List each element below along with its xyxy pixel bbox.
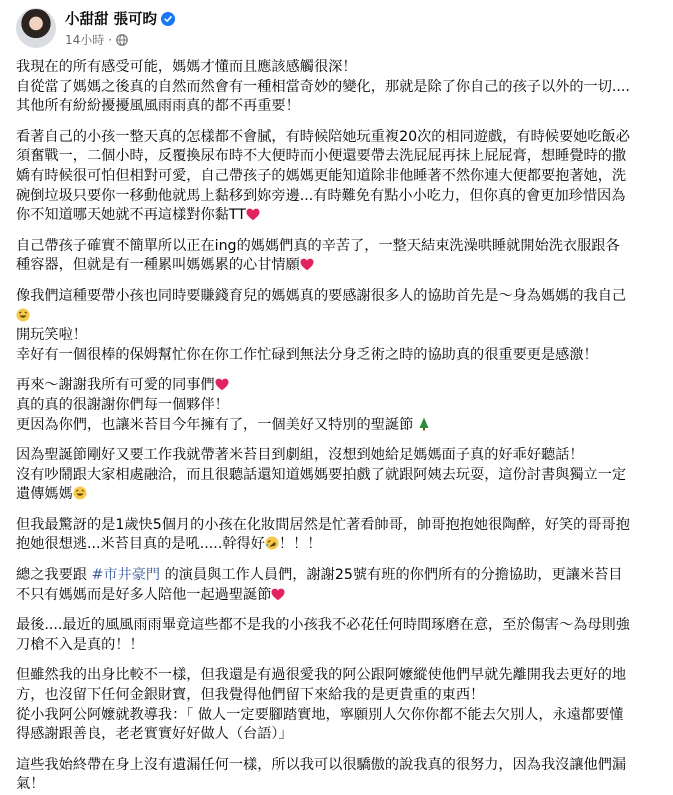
text-line: 這些我始終帶在身上沒有遺漏任何一樣，所以我可以很驕傲的說我真的很努力，因為我沒讓他們漏 <box>16 756 627 773</box>
red-heart-emoji <box>271 588 285 601</box>
red-heart-emoji <box>300 258 314 271</box>
text-segment: 種容器，但就是有一種累叫媽媽累的心甘情願 <box>16 257 300 274</box>
text-line: 嬌有時候很可怕但相對可愛，自己帶孩子的媽媽更能知道除非他睡著不然你連大便都要抱著她，洗 <box>16 167 627 184</box>
text-line-with-emoji <box>16 485 659 505</box>
hashtag-link[interactable]: #市井豪門 <box>91 567 161 584</box>
paragraph-1 <box>16 58 659 117</box>
post-timestamp[interactable]: 14小時 <box>65 33 105 47</box>
author-avatar[interactable] <box>16 8 56 48</box>
text-line: 但雖然我的出身比較不一樣，但我還是有過很愛我的阿公跟阿嬤縱使他們早就先離開我去更好的地 <box>16 667 627 684</box>
post-meta <box>65 8 175 48</box>
text-segment: 抱她很想逃...米苔目真的是吼.....幹得好 <box>16 536 265 553</box>
text-line: 從小我阿公阿嬤就教導我：「 做人一定要腳踏實地，寧願別人欠你你都不能去欠別人，永遠都要懂 <box>16 706 624 723</box>
paragraph-5 <box>16 376 659 435</box>
paragraph-8 <box>16 566 659 605</box>
text-segment: 遺傳媽媽 <box>16 486 73 503</box>
text-segment: 更因為你們，也讓米苔目今年擁有了，一個美好又特別的聖誕節 <box>16 416 414 433</box>
separator-dot: · <box>108 32 113 47</box>
rolling-laughing-emoji <box>265 536 279 550</box>
author-name[interactable]: 小甜甜 張可昀 <box>65 12 158 28</box>
globe-icon[interactable] <box>116 34 128 46</box>
red-heart-emoji <box>215 378 229 391</box>
laughing-emoji <box>16 308 30 322</box>
text-line-with-emoji <box>16 376 659 396</box>
text-segment: 你不知道哪天她就不再這樣對你黏TT <box>16 207 246 224</box>
paragraph-11 <box>16 756 659 795</box>
text-line: 碗倒垃圾只要你一移動他就馬上黏移到妳旁邊...有時難免有點小小吃力，但你真的會更加珍惜因為 <box>16 187 626 204</box>
text-line-with-hashtag <box>16 566 659 586</box>
text-line: 其他所有紛紛擾擾風風雨雨真的都不再重要！ <box>16 98 300 115</box>
text-line: 須奮戰一，二個小時，反覆換尿布時不大便時而小便還要帶去洗屁屁再抹上屁屁膏，想睡覺時的撒 <box>16 148 627 165</box>
text-segment: ！！！ <box>278 536 322 553</box>
text-line: 刀槍不入是真的！！ <box>16 636 144 653</box>
text-line: 看著自己的小孩一整天真的怎樣都不會膩，有時候陪她玩重複20次的相同遊戲，有時候要她吃飯必 <box>16 128 630 145</box>
paragraph-9 <box>16 616 659 655</box>
text-segment: 不只有媽媽而是好多人陪他一起過聖誕節 <box>16 586 272 603</box>
text-line-with-emoji <box>16 206 659 226</box>
paragraph-6 <box>16 446 659 505</box>
text-line-with-emoji <box>16 535 659 555</box>
red-heart-emoji <box>246 208 260 221</box>
text-line-with-emoji <box>16 256 659 276</box>
post-header <box>16 6 659 50</box>
paragraph-3 <box>16 237 659 276</box>
post-subline <box>65 31 175 48</box>
text-line: 沒有吵鬧跟大家相處融洽，而且很聽話還知道媽媽要拍戲了就跟阿姨去玩耍，這份討書與獨立一定 <box>16 466 627 483</box>
text-segment: 總之我要跟 <box>16 567 87 584</box>
text-line: 方，也沒留下任何金銀財寶，但我覺得他們留下來給我的是更貴重的東西！ <box>16 687 485 704</box>
text-line: 但我最驚訝的是1歲快5個月的小孩在化妝間居然是忙著看帥哥，帥哥抱抱她很陶醉，好笑的哥哥抱 <box>16 516 630 533</box>
text-line-with-emoji <box>16 416 659 436</box>
text-line-with-emoji <box>16 586 659 606</box>
text-line: 像我們這種要帶小孩也同時要賺錢育兒的媽媽真的要感謝很多人的協助首先是～身為媽媽的我自己 <box>16 287 627 304</box>
text-line: 真的真的很謝謝你們每一個夥伴！ <box>16 396 229 413</box>
text-line: 最後....最近的風風雨雨畢竟這些都不是我的小孩我不必花任何時間琢磨在意，至於傷害～為母則強 <box>16 617 630 634</box>
text-segment: 的演員與工作人員們，謝謝25號有班的你們所有的分擔協助，更讓米苔目 <box>160 567 623 584</box>
emoji-line <box>16 307 659 327</box>
paragraph-10 <box>16 666 659 744</box>
text-line: 氣！ <box>16 776 45 793</box>
text-line: 因為聖誕節剛好又要工作我就帶著米苔目到劇組，沒想到她給足媽媽面子真的好乖好聽話！ <box>16 447 584 464</box>
text-line: 自己帶孩子確實不簡單所以正在ing的媽媽們真的辛苦了，一整天結束洗澡哄睡就開始洗衣服跟各 <box>16 237 620 254</box>
verified-badge-icon <box>161 12 175 26</box>
text-segment: 再來～謝謝我所有可愛的同事們 <box>16 377 215 394</box>
paragraph-2 <box>16 128 659 226</box>
laughing-emoji <box>73 486 87 500</box>
text-line: 自從當了媽媽之後真的自然而然會有一種相當奇妙的變化，那就是除了你自己的孩子以外的一切.... <box>16 78 630 95</box>
paragraph-4 <box>16 287 659 365</box>
text-line: 得感謝跟善良，老老實實好好做人（台語）」 <box>16 726 293 743</box>
text-line: 我現在的所有感受可能，媽媽才懂而且應該感觸很深！ <box>16 59 357 75</box>
text-line: 幸好有一個很棒的保姆幫忙你在你工作忙碌到無法分身乏術之時的協助真的很重要更是感激！ <box>16 346 598 363</box>
christmas-tree-emoji <box>418 417 430 431</box>
author-row <box>65 8 175 29</box>
post-body <box>16 58 659 795</box>
paragraph-7 <box>16 516 659 555</box>
text-line: 開玩笑啦！ <box>16 327 87 344</box>
